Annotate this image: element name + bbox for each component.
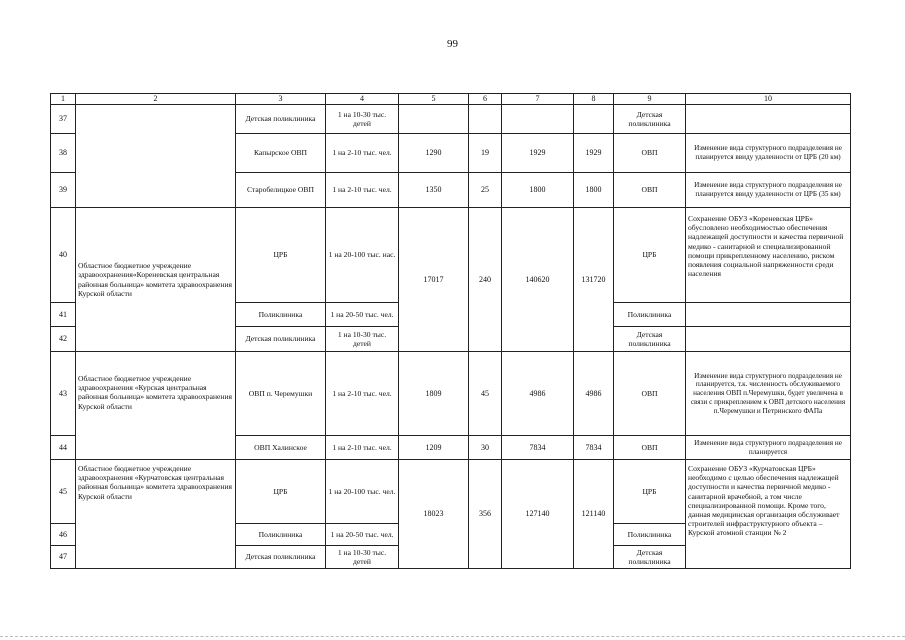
note-cell: Изменение вида структурного подразделения не планируется, т.к. численность обслуживаемого населения ОВП п.Черемушки, будет увеличена в связи с прикреплением к ОВП детского населения п.Черемушки и Петринского ФАПа: [686, 352, 851, 436]
unit-cell: ЦРБ: [236, 460, 326, 524]
row-number: 43: [51, 352, 76, 436]
org-cell: Областное бюджетное учреждение здравоохранения «Курчатовская центральная районная больница» комитета здравоохранения Курской области: [76, 460, 236, 569]
planned-unit-cell: ОВП: [614, 173, 686, 208]
note-cell: Сохранение ОБУЗ «Кореневская ЦРБ» обусловлено необходимостью обеспечения надлежащей доступности и качества первичной медико - санитарной и специализированной помощи прикрепленному населению, риском появления социальной напряженности среди населения: [686, 208, 851, 303]
value-cell: 18023: [399, 460, 469, 569]
value-cell: 240: [469, 208, 502, 352]
ratio-cell: 1 на 20-50 тыс. чел.: [326, 303, 399, 327]
value-cell: 1929: [574, 134, 614, 173]
org-cell: Областное бюджетное учреждение здравоохранения«Кореневская центральная районная больница» комитета здравоохранения Курской области: [76, 208, 236, 352]
value-cell: [502, 105, 574, 134]
note-cell: Изменение вида структурного подразделения не планируется: [686, 436, 851, 460]
unit-cell: Капырское ОВП: [236, 134, 326, 173]
ratio-cell: 1 на 20-50 тыс. чел.: [326, 524, 399, 546]
value-cell: 4986: [574, 352, 614, 436]
unit-cell: Детская поликлиника: [236, 327, 326, 352]
note-cell: [686, 327, 851, 352]
org-cell: Областное бюджетное учреждение здравоохранения «Курская центральная районная больница» комитета здравоохранения Курской области: [76, 352, 236, 460]
value-cell: 1809: [399, 352, 469, 436]
ratio-cell: 1 на 2-10 тыс. чел.: [326, 352, 399, 436]
unit-cell: ЦРБ: [236, 208, 326, 303]
row-number: 45: [51, 460, 76, 524]
header-cell: 10: [686, 94, 851, 105]
value-cell: 30: [469, 436, 502, 460]
value-cell: [399, 105, 469, 134]
planned-unit-cell: Детская поликлиника: [614, 105, 686, 134]
note-cell: [686, 303, 851, 327]
header-row: [51, 94, 851, 105]
planned-unit-cell: Поликлиника: [614, 303, 686, 327]
unit-cell: Детская поликлиника: [236, 546, 326, 569]
value-cell: 356: [469, 460, 502, 569]
unit-cell: Поликлиника: [236, 303, 326, 327]
page-number: 99: [447, 38, 458, 50]
value-cell: 7834: [502, 436, 574, 460]
value-cell: 4986: [502, 352, 574, 436]
value-cell: 1929: [502, 134, 574, 173]
row-number: 41: [51, 303, 76, 327]
ratio-cell: 1 на 10-30 тыс. детей: [326, 105, 399, 134]
value-cell: 1350: [399, 173, 469, 208]
value-cell: 1290: [399, 134, 469, 173]
planned-unit-cell: ОВП: [614, 436, 686, 460]
row-number: 44: [51, 436, 76, 460]
planned-unit-cell: Детская поликлиника: [614, 327, 686, 352]
value-cell: [469, 105, 502, 134]
page-bottom-divider: [0, 636, 905, 637]
facilities-table: [50, 93, 851, 569]
value-cell: [574, 105, 614, 134]
row-number: 38: [51, 134, 76, 173]
table-row: [51, 208, 851, 303]
unit-cell: ОВП Халинское: [236, 436, 326, 460]
note-cell: [686, 105, 851, 134]
planned-unit-cell: ОВП: [614, 134, 686, 173]
note-cell: Изменение вида структурного подразделения не планируется ввиду удаленности от ЦРБ (20 км): [686, 134, 851, 173]
ratio-cell: 1 на 2-10 тыс. чел.: [326, 173, 399, 208]
value-cell: 19: [469, 134, 502, 173]
row-number: 39: [51, 173, 76, 208]
planned-unit-cell: Детская поликлиника: [614, 546, 686, 569]
ratio-cell: 1 на 20-100 тыс. чел.: [326, 460, 399, 524]
header-cell: 8: [574, 94, 614, 105]
table-row: [51, 352, 851, 436]
table-row: [51, 460, 851, 524]
ratio-cell: 1 на 10-30 тыс. детей: [326, 327, 399, 352]
value-cell: 17017: [399, 208, 469, 352]
header-cell: 9: [614, 94, 686, 105]
planned-unit-cell: ЦРБ: [614, 208, 686, 303]
value-cell: 1800: [502, 173, 574, 208]
header-cell: 3: [236, 94, 326, 105]
header-cell: 6: [469, 94, 502, 105]
ratio-cell: 1 на 2-10 тыс. чел.: [326, 134, 399, 173]
header-cell: 2: [76, 94, 236, 105]
value-cell: 121140: [574, 460, 614, 569]
value-cell: 7834: [574, 436, 614, 460]
header-cell: 7: [502, 94, 574, 105]
value-cell: 127140: [502, 460, 574, 569]
value-cell: 45: [469, 352, 502, 436]
ratio-cell: 1 на 10-30 тыс. детей: [326, 546, 399, 569]
value-cell: 140620: [502, 208, 574, 352]
value-cell: 131720: [574, 208, 614, 352]
row-number: 37: [51, 105, 76, 134]
table-row: [51, 105, 851, 134]
planned-unit-cell: ОВП: [614, 352, 686, 436]
header-cell: 1: [51, 94, 76, 105]
row-number: 42: [51, 327, 76, 352]
value-cell: 25: [469, 173, 502, 208]
value-cell: 1209: [399, 436, 469, 460]
value-cell: 1800: [574, 173, 614, 208]
ratio-cell: 1 на 20-100 тыс. нас.: [326, 208, 399, 303]
unit-cell: Детская поликлиника: [236, 105, 326, 134]
org-cell-empty: [76, 105, 236, 208]
unit-cell: Старобелицкое ОВП: [236, 173, 326, 208]
row-number: 40: [51, 208, 76, 303]
row-number: 47: [51, 546, 76, 569]
header-cell: 5: [399, 94, 469, 105]
header-cell: 4: [326, 94, 399, 105]
unit-cell: Поликлиника: [236, 524, 326, 546]
planned-unit-cell: Поликлиника: [614, 524, 686, 546]
row-number: 46: [51, 524, 76, 546]
note-cell: Сохранение ОБУЗ «Курчатовская ЦРБ» необходимо с целью обеспечения надлежащей доступности и качества первичной медико - санитарной врачебной, а том числе специализированной помощи. Кроме того, данная медицинская организация обслуживает строителей инфраструктурного объекта – Курской атомной станции № 2: [686, 460, 851, 569]
planned-unit-cell: ЦРБ: [614, 460, 686, 524]
note-cell: Изменение вида структурного подразделения не планируется ввиду удаленности от ЦРБ (35 км): [686, 173, 851, 208]
ratio-cell: 1 на 2-10 тыс. чел.: [326, 436, 399, 460]
unit-cell: ОВП п. Черемушки: [236, 352, 326, 436]
